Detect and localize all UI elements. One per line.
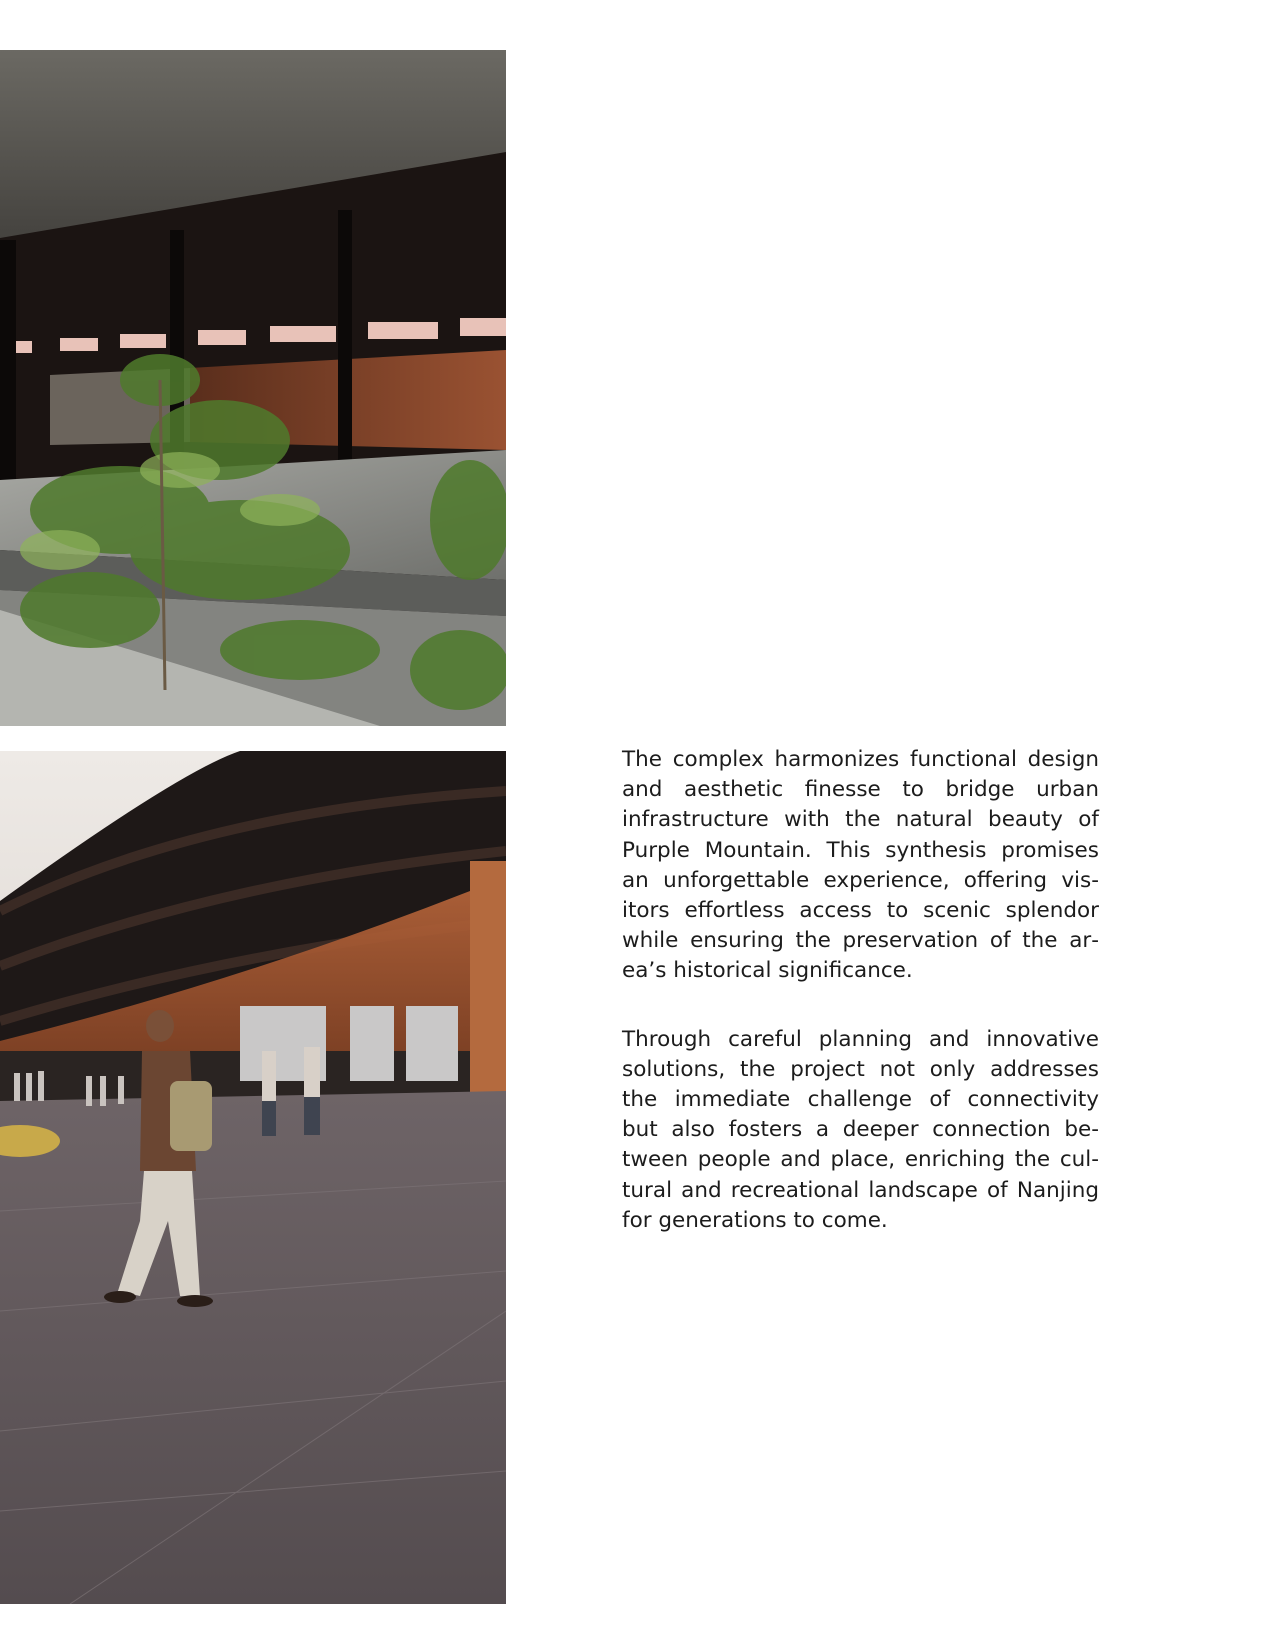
terrace-render-illustration bbox=[0, 50, 506, 726]
body-paragraph: The complex harmonizes functional design and aesthetic finesse to bridge urban infrastructure with the natural beauty of Purple Mountain. This synthesis promises an unforgettable experience, offering visitors effortless access to scenic splendor while ensuring the preservation of the area’s historical significance. bbox=[622, 747, 1099, 984]
plaza-render-illustration bbox=[0, 751, 506, 1604]
top-render-image bbox=[0, 50, 506, 726]
body-text-column bbox=[622, 745, 1099, 1274]
bottom-render-image bbox=[0, 751, 506, 1604]
body-paragraph: Through careful planning and innovative solutions, the project not only addresses the immediate challenge of connectivity but also fosters a deeper connection between people and place, enriching the cultural and recreational landscape of Nanjing for generations to come. bbox=[622, 1026, 1099, 1233]
